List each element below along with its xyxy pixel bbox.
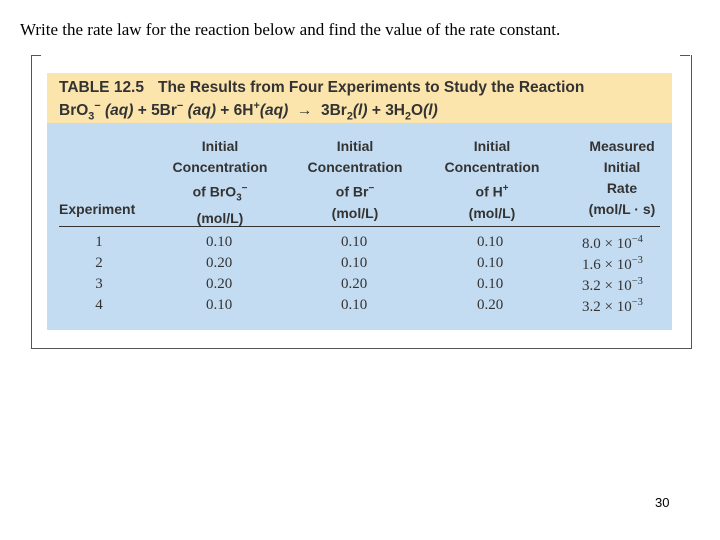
cell-h: 0.10 [477, 234, 504, 250]
reaction-arrow: → [288, 102, 321, 120]
table-title [59, 79, 584, 97]
header-line [432, 178, 552, 203]
header-h [432, 136, 552, 224]
cell-exp: 2 [95, 255, 103, 271]
header-line: Concentration [444, 159, 540, 175]
cell-h: 0.10 [477, 255, 504, 271]
header-line: Concentration [172, 159, 268, 175]
reactant-br: 5Br [151, 102, 177, 120]
header-sub: 3 [236, 192, 242, 204]
cell-bro3: 0.20 [206, 255, 233, 271]
frame-corner-right [680, 55, 690, 56]
cell-br: 0.10 [341, 234, 368, 250]
reactant-bro3-sub: 3 [88, 110, 95, 123]
product-br2-state: (l) [352, 102, 368, 120]
cell-rate [582, 297, 643, 316]
header-line [295, 178, 415, 203]
header-units: (mol/L) [468, 204, 516, 221]
reactant-bro3: BrO [59, 102, 89, 120]
plus-sign: + [367, 102, 386, 120]
product-h2o-sub: 2 [405, 110, 412, 123]
cell-br: 0.10 [341, 297, 368, 313]
cell-br: 0.10 [341, 255, 368, 271]
header-line: Concentration [307, 159, 403, 175]
rate-mantissa: 8.0 × 10 [582, 236, 632, 252]
cell-rate [582, 234, 643, 253]
reactant-h-state: (aq) [259, 102, 289, 120]
cell-h: 0.20 [477, 297, 504, 313]
rate-exponent: −3 [631, 297, 643, 308]
cell-br: 0.20 [341, 276, 368, 292]
product-h2o: 3H [385, 102, 406, 120]
rate-mantissa: 3.2 × 10 [582, 278, 632, 294]
header-line: Initial [473, 138, 511, 154]
header-experiment-label: Experiment [59, 201, 136, 217]
product-br2: 3Br [320, 102, 347, 120]
header-rate [575, 136, 669, 220]
question-text: Write the rate law for the reaction below and find the value of the rate constant. [20, 20, 561, 39]
header-line: Initial [603, 159, 641, 175]
header-bro3 [160, 136, 280, 229]
header-units: (mol/L) [196, 210, 244, 227]
cell-exp: 3 [95, 276, 103, 292]
header-units: (mol/L) [331, 204, 379, 221]
rate-mantissa: 1.6 × 10 [582, 257, 632, 273]
rate-exponent: −3 [631, 276, 643, 287]
product-br2-sub: 2 [346, 110, 353, 123]
header-species: of BrO [192, 183, 237, 200]
cell-bro3: 0.10 [206, 234, 233, 250]
plus-sign: + [215, 102, 234, 120]
reactant-h-charge: + [253, 100, 260, 112]
cell-bro3: 0.20 [206, 276, 233, 292]
header-charge: − [241, 183, 248, 194]
rate-exponent: −4 [631, 234, 643, 245]
header-rule [59, 226, 660, 227]
header-line: Initial [336, 138, 374, 154]
reactant-br-state: (aq) [183, 102, 216, 120]
page-number: 30 [655, 495, 670, 510]
header-charge: − [368, 183, 375, 194]
header-br [295, 136, 415, 224]
reactant-h: 6H [233, 102, 254, 120]
header-line: Rate [606, 180, 638, 196]
table-title-band [47, 73, 672, 123]
reactant-bro3-state: (aq) [100, 102, 134, 120]
header-experiment [59, 199, 135, 220]
rate-mantissa: 3.2 × 10 [582, 299, 632, 315]
product-h2o-o: O [411, 102, 424, 120]
header-units: (mol/L · s) [588, 201, 656, 217]
cell-rate [582, 255, 643, 274]
header-line: Measured [589, 138, 655, 154]
header-species: of H [475, 183, 503, 200]
table-number: TABLE 12.5 [59, 79, 144, 96]
frame-corner-left [31, 55, 41, 56]
header-species: of Br [335, 183, 369, 200]
data-table [47, 73, 672, 330]
cell-bro3: 0.10 [206, 297, 233, 313]
plus-sign: + [133, 102, 152, 120]
header-line [160, 178, 280, 208]
cell-h: 0.10 [477, 276, 504, 292]
reactant-bro3-charge: − [94, 100, 101, 112]
cell-exp: 1 [95, 234, 103, 250]
reactant-br-charge: − [176, 100, 184, 112]
header-charge: + [502, 183, 509, 194]
header-line: Initial [201, 138, 239, 154]
cell-rate [582, 276, 643, 295]
table-title-text: The Results from Four Experiments to Study the Reaction [158, 79, 585, 96]
reaction-equation [59, 100, 438, 122]
rate-exponent: −3 [631, 255, 643, 266]
cell-exp: 4 [95, 297, 103, 313]
product-h2o-state: (l) [423, 102, 438, 120]
